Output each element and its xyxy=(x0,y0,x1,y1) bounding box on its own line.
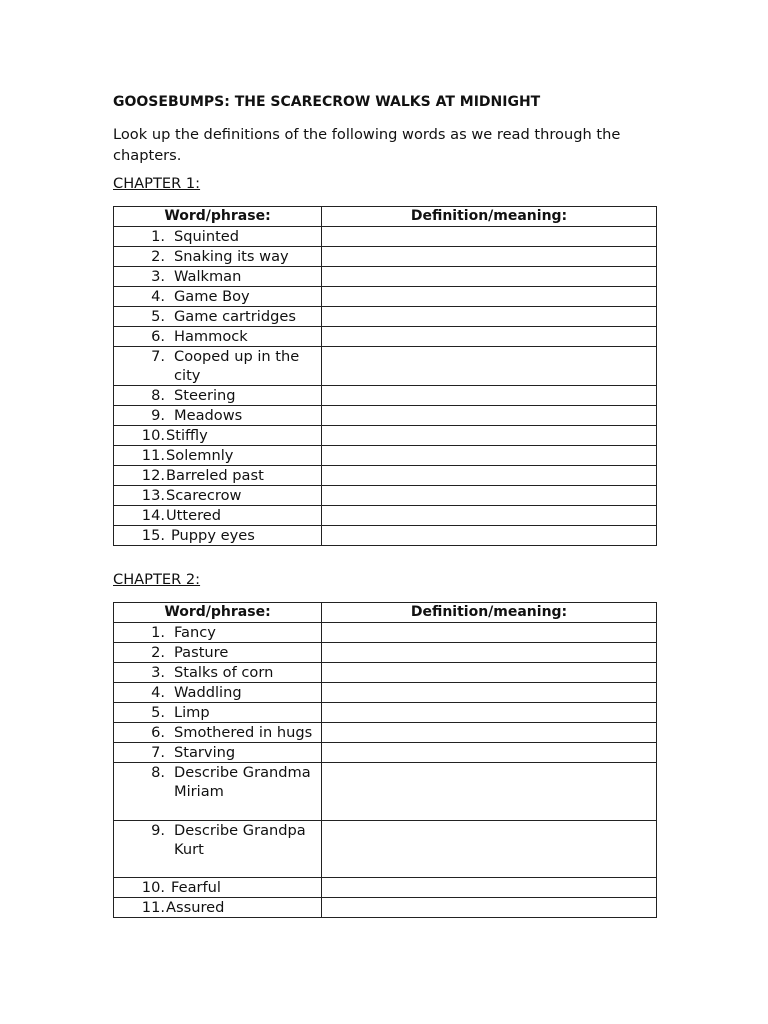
word-cell xyxy=(114,703,322,723)
table-row xyxy=(114,723,657,743)
item-number: 3. xyxy=(151,268,165,285)
item-word: Game cartridges xyxy=(174,308,296,325)
item-word: Barreled past xyxy=(166,467,264,484)
definition-cell[interactable] xyxy=(322,466,657,486)
definition-column-header: Definition/meaning: xyxy=(322,603,657,623)
table-row xyxy=(114,307,657,327)
word-cell xyxy=(114,486,322,506)
definition-cell[interactable] xyxy=(322,703,657,723)
definition-cell[interactable] xyxy=(322,643,657,663)
table-row xyxy=(114,663,657,683)
item-word: Walkman xyxy=(174,268,242,285)
word-cell xyxy=(114,643,322,663)
table-row xyxy=(114,683,657,703)
item-number: 4. xyxy=(151,288,165,305)
word-cell xyxy=(114,898,322,918)
item-number: 2. xyxy=(151,644,165,661)
definition-cell[interactable] xyxy=(322,683,657,703)
word-cell xyxy=(114,466,322,486)
word-cell xyxy=(114,267,322,287)
word-column-header: Word/phrase: xyxy=(114,603,322,623)
word-cell xyxy=(114,878,322,898)
item-word: Hammock xyxy=(174,328,248,345)
table-row xyxy=(114,703,657,723)
item-word: Game Boy xyxy=(174,288,250,305)
item-number: 6. xyxy=(151,328,165,345)
definition-cell[interactable] xyxy=(322,723,657,743)
word-cell xyxy=(114,307,322,327)
word-cell xyxy=(114,723,322,743)
table-row xyxy=(114,247,657,267)
table-row xyxy=(114,287,657,307)
definition-cell[interactable] xyxy=(322,327,657,347)
word-cell xyxy=(114,347,322,386)
table-row xyxy=(114,327,657,347)
word-cell xyxy=(114,663,322,683)
item-number: 9. xyxy=(151,821,165,839)
word-cell xyxy=(114,683,322,703)
item-number: 8. xyxy=(151,387,165,404)
table-row xyxy=(114,526,657,546)
table-row xyxy=(114,426,657,446)
chapter-1-vocab-table xyxy=(113,206,657,546)
item-number: 12. xyxy=(141,467,165,484)
item-number: 7. xyxy=(151,348,165,365)
table-row xyxy=(114,898,657,918)
word-cell xyxy=(114,506,322,526)
definition-cell[interactable] xyxy=(322,743,657,763)
definition-cell[interactable] xyxy=(322,526,657,546)
item-word: Pasture xyxy=(174,644,229,661)
item-number: 1. xyxy=(151,228,165,245)
table-row xyxy=(114,623,657,643)
definition-cell[interactable] xyxy=(322,898,657,918)
word-cell xyxy=(114,763,322,821)
table-row xyxy=(114,227,657,247)
definition-cell[interactable] xyxy=(322,663,657,683)
definition-cell[interactable] xyxy=(322,227,657,247)
definition-cell[interactable] xyxy=(322,763,657,821)
item-word: Smothered in hugs xyxy=(174,724,313,741)
definition-cell[interactable] xyxy=(322,406,657,426)
definition-cell[interactable] xyxy=(322,446,657,466)
item-number: 10. xyxy=(141,879,165,897)
item-number: 10. xyxy=(141,427,165,444)
item-word: Scarecrow xyxy=(166,487,242,504)
definition-cell[interactable] xyxy=(322,307,657,327)
item-word: Describe Grandpa Kurt xyxy=(174,821,306,858)
table-row xyxy=(114,386,657,406)
word-cell xyxy=(114,386,322,406)
definition-cell[interactable] xyxy=(322,486,657,506)
item-word: Fancy xyxy=(174,624,216,641)
table-row xyxy=(114,643,657,663)
item-number: 3. xyxy=(151,664,165,681)
word-cell xyxy=(114,820,322,878)
table-row xyxy=(114,446,657,466)
item-number: 4. xyxy=(151,684,165,701)
word-cell xyxy=(114,426,322,446)
word-cell xyxy=(114,526,322,546)
item-number: 11. xyxy=(141,447,165,464)
item-number: 7. xyxy=(151,744,165,761)
table-row xyxy=(114,506,657,526)
word-cell xyxy=(114,623,322,643)
item-word: Snaking its way xyxy=(174,248,289,265)
item-number: 13. xyxy=(141,487,165,504)
definition-cell[interactable] xyxy=(322,426,657,446)
item-word: Limp xyxy=(174,704,210,721)
item-number: 2. xyxy=(151,248,165,265)
chapter-1-heading: CHAPTER 1: xyxy=(113,175,201,192)
item-word: Describe Grandma Miriam xyxy=(174,764,311,800)
definition-cell[interactable] xyxy=(322,506,657,526)
item-word: Starving xyxy=(174,744,236,761)
definition-cell[interactable] xyxy=(322,247,657,267)
item-number: 5. xyxy=(151,308,165,325)
table-row xyxy=(114,267,657,287)
item-word: Fearful xyxy=(171,879,221,897)
item-word: Waddling xyxy=(174,684,242,701)
definition-cell[interactable] xyxy=(322,623,657,643)
table-row xyxy=(114,763,657,821)
item-number: 6. xyxy=(151,724,165,741)
definition-cell[interactable] xyxy=(322,287,657,307)
chapter-2-vocab-table xyxy=(113,602,657,918)
word-cell xyxy=(114,446,322,466)
definition-cell[interactable] xyxy=(322,267,657,287)
item-word: Meadows xyxy=(174,407,243,424)
item-number: 5. xyxy=(151,704,165,721)
definition-cell[interactable] xyxy=(322,820,657,878)
definition-cell[interactable] xyxy=(322,347,657,386)
item-number: 8. xyxy=(151,764,165,781)
item-word: Squinted xyxy=(174,228,240,245)
item-number: 14. xyxy=(141,507,165,524)
item-word: Assured xyxy=(166,899,225,917)
item-word: Uttered xyxy=(166,507,222,524)
table-row xyxy=(114,406,657,426)
table-row xyxy=(114,347,657,386)
item-number: 9. xyxy=(151,407,165,424)
word-cell xyxy=(114,327,322,347)
table-row xyxy=(114,878,657,898)
definition-cell[interactable] xyxy=(322,878,657,898)
word-cell xyxy=(114,287,322,307)
item-word: Steering xyxy=(174,387,236,404)
item-number: 1. xyxy=(151,624,165,641)
item-word: Stiffly xyxy=(166,427,208,444)
item-word: Solemnly xyxy=(166,447,234,464)
item-word: Stalks of corn xyxy=(174,664,274,681)
item-word: Cooped up in the city xyxy=(174,348,300,384)
table-row xyxy=(114,486,657,506)
table-row xyxy=(114,466,657,486)
chapter-2-heading: CHAPTER 2: xyxy=(113,571,201,588)
definition-column-header: Definition/meaning: xyxy=(322,207,657,227)
word-column-header: Word/phrase: xyxy=(114,207,322,227)
item-number: 11. xyxy=(141,899,165,917)
word-cell xyxy=(114,227,322,247)
table-row xyxy=(114,743,657,763)
word-cell xyxy=(114,406,322,426)
word-cell xyxy=(114,743,322,763)
page-title: GOOSEBUMPS: THE SCARECROW WALKS AT MIDNIGHT xyxy=(113,94,541,110)
word-cell xyxy=(114,247,322,267)
item-number: 15. xyxy=(141,527,165,544)
item-word: Puppy eyes xyxy=(171,527,255,544)
instructions-text: Look up the definitions of the following words as we read through the chapters. xyxy=(113,126,621,164)
definition-cell[interactable] xyxy=(322,386,657,406)
table-row xyxy=(114,820,657,878)
